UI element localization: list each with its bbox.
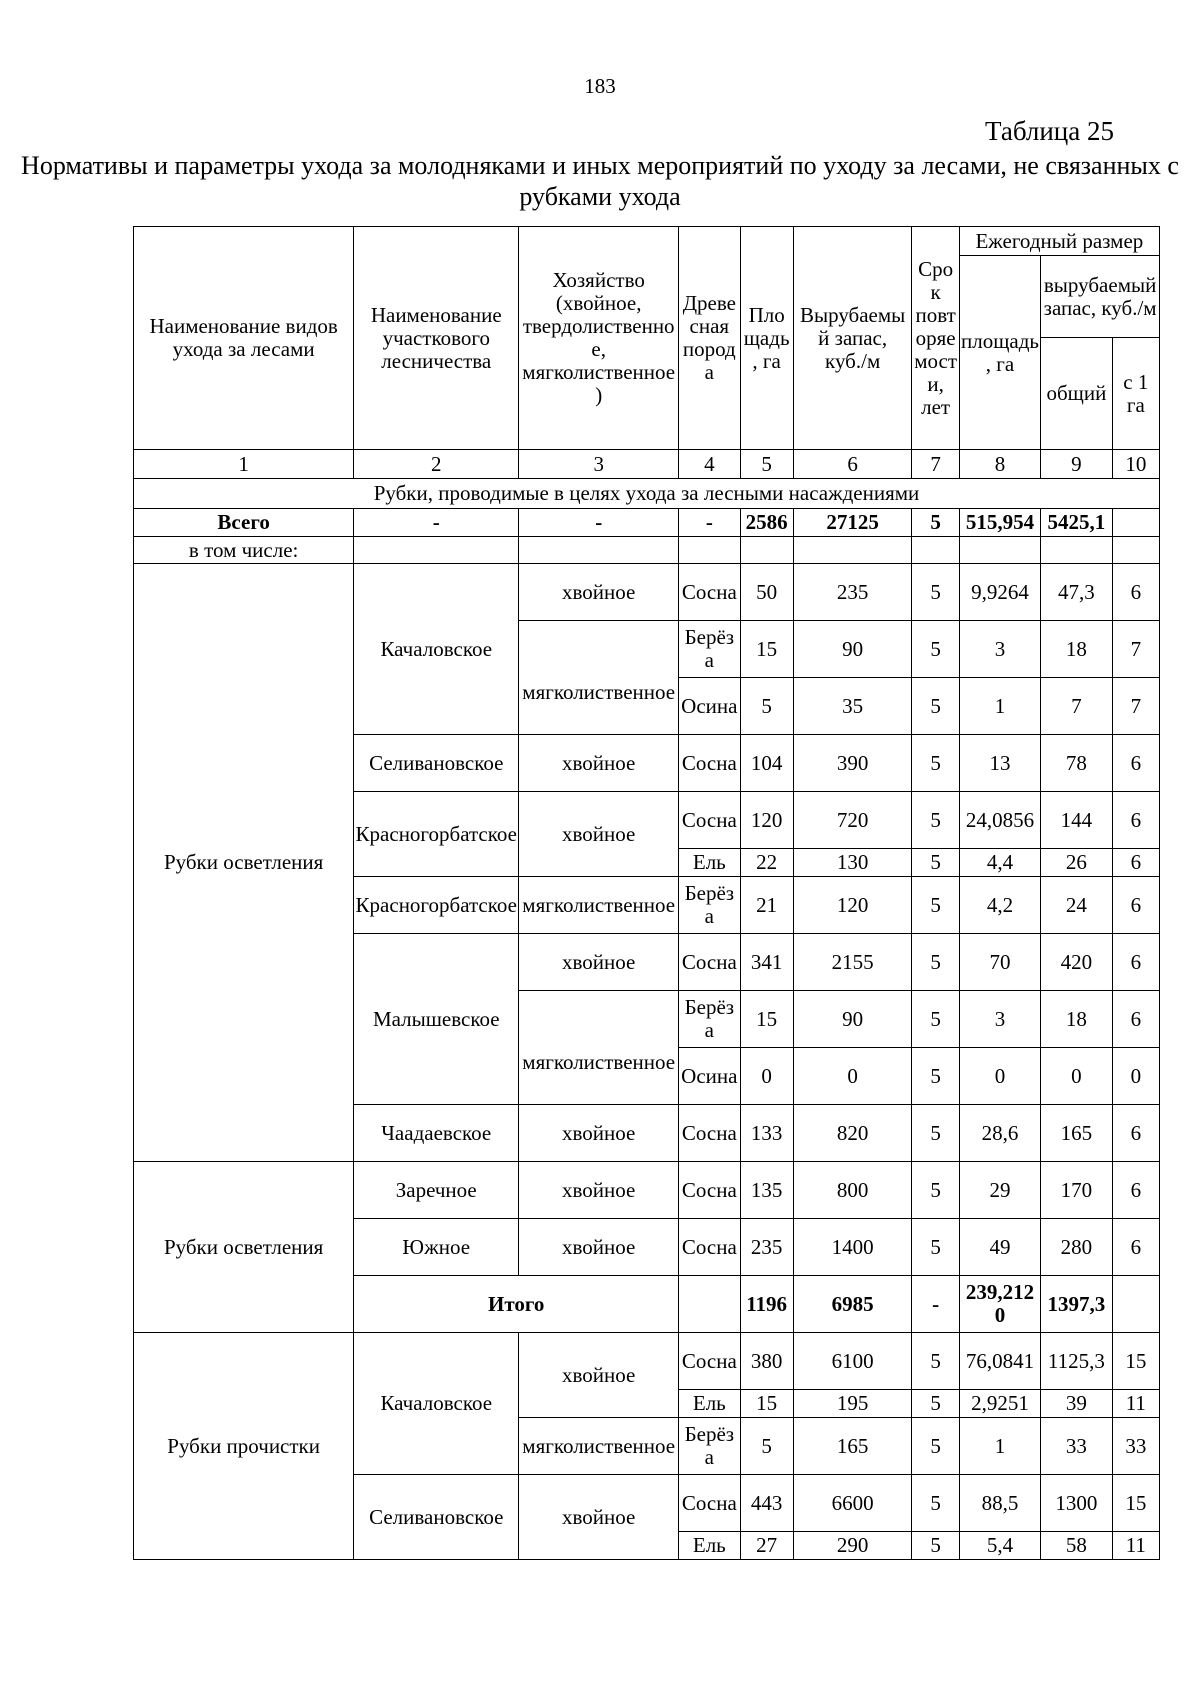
table-cell: 390 [793, 735, 912, 792]
table-cell: 5 [912, 1219, 959, 1276]
table-cell [354, 537, 519, 564]
table-cell: 5 [912, 1105, 959, 1162]
table-cell: 341 [740, 934, 793, 991]
species-cell: Сосна [679, 792, 740, 849]
table-row [134, 1333, 1160, 1390]
species-cell: Берёза [679, 877, 740, 934]
header-group-cell: вырубаемый запас, куб./м [1041, 256, 1160, 338]
table-row [134, 564, 1160, 621]
table-title: Нормативы и параметры ухода за молодняками и иных мероприятий по уходу за лесами, не связанных с рубками ухода [21, 151, 1179, 211]
care-type-cell: Рубки прочистки [134, 1333, 354, 1560]
table-cell: 35 [793, 678, 912, 735]
col-number: 7 [912, 450, 959, 479]
species-cell: Сосна [679, 564, 740, 621]
table-cell: 5 [912, 1390, 959, 1418]
table-cell: 800 [793, 1162, 912, 1219]
table-cell: 239,2120 [959, 1276, 1040, 1333]
table-cell: 515,954 [959, 509, 1040, 537]
table-cell [912, 537, 959, 564]
table-cell: 28,6 [959, 1105, 1040, 1162]
table-cell: 27 [740, 1532, 793, 1560]
species-cell: Сосна [679, 1105, 740, 1162]
col-number: 4 [679, 450, 740, 479]
farm-cell: хвойное [519, 1105, 679, 1162]
table-cell [1041, 537, 1112, 564]
table-cell [959, 537, 1040, 564]
farm-cell: хвойное [519, 735, 679, 792]
table-cell: 6 [1112, 877, 1159, 934]
table-cell [793, 537, 912, 564]
including-label: в том числе: [134, 537, 354, 564]
header-cell: Вырубаемый запас, куб./м [793, 227, 912, 450]
table-cell: 5 [912, 849, 959, 877]
norms-table [133, 226, 1160, 1560]
table-cell: 443 [740, 1475, 793, 1532]
forestry-cell: Селивановское [354, 735, 519, 792]
table-cell: 5 [912, 1475, 959, 1532]
table-cell: 135 [740, 1162, 793, 1219]
table-cell: 5,4 [959, 1532, 1040, 1560]
header-cell: Хозяйство (хвойное, твердолиственное, мягколиственное) [519, 227, 679, 450]
table-cell: 5 [912, 509, 959, 537]
table-cell: 820 [793, 1105, 912, 1162]
forestry-cell: Южное [354, 1219, 519, 1276]
table-cell: 420 [1041, 934, 1112, 991]
col-number: 1 [134, 450, 354, 479]
table-cell: 165 [793, 1418, 912, 1475]
subtotal-label: Итого [354, 1276, 679, 1333]
section-title: Рубки, проводимые в целях ухода за лесными насаждениями [134, 479, 1160, 509]
table-cell: 5 [912, 877, 959, 934]
table-cell [519, 537, 679, 564]
care-type-cell: Рубки осветления [134, 564, 354, 1162]
forestry-cell: Малышевское [354, 934, 519, 1105]
table-cell: 9,9264 [959, 564, 1040, 621]
species-cell: Ель [679, 849, 740, 877]
table-cell [679, 537, 740, 564]
header-cell: Древесная порода [679, 227, 740, 450]
table-cell: 88,5 [959, 1475, 1040, 1532]
farm-cell: хвойное [519, 564, 679, 621]
table-cell: 1 [959, 678, 1040, 735]
table-cell: 165 [1041, 1105, 1112, 1162]
table-cell: 15 [1112, 1475, 1159, 1532]
page-number: 183 [584, 74, 616, 98]
table-cell: 5 [740, 1418, 793, 1475]
column-number-row [134, 450, 1160, 479]
col-number: 9 [1041, 450, 1112, 479]
farm-cell: мягколиственное [519, 877, 679, 934]
table-cell: 7 [1112, 621, 1159, 678]
table-cell: 133 [740, 1105, 793, 1162]
table-cell: 33 [1041, 1418, 1112, 1475]
table-cell: 4,4 [959, 849, 1040, 877]
table-cell: 1196 [740, 1276, 793, 1333]
col-number: 2 [354, 450, 519, 479]
table-cell: 5 [740, 678, 793, 735]
table-cell: 0 [793, 1048, 912, 1105]
table-cell: 6 [1112, 991, 1159, 1048]
total-row [134, 509, 1160, 537]
table-cell: 5 [912, 564, 959, 621]
table-cell: 24 [1041, 877, 1112, 934]
forestry-cell: Качаловское [354, 1333, 519, 1475]
table-cell: 1397,3 [1041, 1276, 1112, 1333]
table-cell: 170 [1041, 1162, 1112, 1219]
table-cell: 235 [740, 1219, 793, 1276]
header-cell: Наименование видов ухода за лесами [134, 227, 354, 450]
header-cell: Площадь, га [740, 227, 793, 450]
table-cell: 120 [740, 792, 793, 849]
table-cell: 5 [912, 792, 959, 849]
header-cell: площадь, га [959, 256, 1040, 450]
table-cell: 7 [1112, 678, 1159, 735]
table-cell: 1300 [1041, 1475, 1112, 1532]
table-cell: 6 [1112, 735, 1159, 792]
species-cell: Ель [679, 1390, 740, 1418]
forestry-cell: Качаловское [354, 564, 519, 735]
total-label: Всего [134, 509, 354, 537]
col-number: 10 [1112, 450, 1159, 479]
table-cell: 2,9251 [959, 1390, 1040, 1418]
forestry-cell: Заречное [354, 1162, 519, 1219]
table-cell: 18 [1041, 991, 1112, 1048]
table-cell: 58 [1041, 1532, 1112, 1560]
table-cell: 15 [740, 991, 793, 1048]
section-row [134, 479, 1160, 509]
table-cell: 5 [912, 735, 959, 792]
table-cell: 13 [959, 735, 1040, 792]
table-cell: 104 [740, 735, 793, 792]
table-cell: 6100 [793, 1333, 912, 1390]
table-row [134, 1162, 1160, 1219]
header-cell: с 1 га [1112, 338, 1159, 450]
table-cell: 380 [740, 1333, 793, 1390]
col-number: 6 [793, 450, 912, 479]
table-cell: - [679, 509, 740, 537]
table-cell: 6600 [793, 1475, 912, 1532]
table-cell [1112, 537, 1159, 564]
table-cell: 15 [1112, 1333, 1159, 1390]
farm-cell: хвойное [519, 1162, 679, 1219]
farm-cell: хвойное [519, 792, 679, 877]
species-cell: Берёза [679, 1418, 740, 1475]
forestry-cell: Селивановское [354, 1475, 519, 1560]
table-cell: 27125 [793, 509, 912, 537]
forestry-cell: Чаадаевское [354, 1105, 519, 1162]
species-cell: Сосна [679, 1475, 740, 1532]
table-cell: 0 [1112, 1048, 1159, 1105]
table-cell: 39 [1041, 1390, 1112, 1418]
table-cell [679, 1276, 740, 1333]
table-cell: 1125,3 [1041, 1333, 1112, 1390]
table-cell: 0 [740, 1048, 793, 1105]
farm-cell: хвойное [519, 1475, 679, 1560]
col-number: 5 [740, 450, 793, 479]
table-cell: - [912, 1276, 959, 1333]
table-cell: 49 [959, 1219, 1040, 1276]
table-cell: 76,0841 [959, 1333, 1040, 1390]
table-cell: 130 [793, 849, 912, 877]
table-cell: 50 [740, 564, 793, 621]
table-cell: 0 [959, 1048, 1040, 1105]
table-cell: 235 [793, 564, 912, 621]
table-cell: 120 [793, 877, 912, 934]
table-cell: 6 [1112, 792, 1159, 849]
table-cell: - [354, 509, 519, 537]
table-cell: 15 [740, 621, 793, 678]
table-cell: 4,2 [959, 877, 1040, 934]
table-cell: 195 [793, 1390, 912, 1418]
table-cell: 3 [959, 621, 1040, 678]
table-cell: 5 [912, 991, 959, 1048]
table-cell: 6 [1112, 1105, 1159, 1162]
table-cell: 5 [912, 1532, 959, 1560]
species-cell: Сосна [679, 1219, 740, 1276]
table-cell: 33 [1112, 1418, 1159, 1475]
table-cell: 720 [793, 792, 912, 849]
table-cell: 0 [1041, 1048, 1112, 1105]
table-cell: 2586 [740, 509, 793, 537]
table-cell: 5 [912, 1162, 959, 1219]
table-cell: 6 [1112, 1219, 1159, 1276]
farm-cell: хвойное [519, 1333, 679, 1418]
table-cell: 5425,1 [1041, 509, 1112, 537]
table-cell: - [519, 509, 679, 537]
forestry-cell: Красногорбатское [354, 877, 519, 934]
table-cell: 5 [912, 621, 959, 678]
col-number: 3 [519, 450, 679, 479]
table-cell: 90 [793, 621, 912, 678]
table-cell: 18 [1041, 621, 1112, 678]
table-cell: 5 [912, 934, 959, 991]
species-cell: Берёза [679, 991, 740, 1048]
species-cell: Сосна [679, 1162, 740, 1219]
table-cell: 3 [959, 991, 1040, 1048]
table-cell: 5 [912, 678, 959, 735]
header-group-cell: Ежегодный размер [959, 227, 1159, 256]
care-type-cell: Рубки осветления [134, 1162, 354, 1333]
table-cell: 22 [740, 849, 793, 877]
table-cell: 70 [959, 934, 1040, 991]
farm-cell: мягколиственное [519, 991, 679, 1105]
table-cell: 5 [912, 1418, 959, 1475]
species-cell: Сосна [679, 934, 740, 991]
header-cell: общий [1041, 338, 1112, 450]
table-cell: 6 [1112, 934, 1159, 991]
table-cell: 144 [1041, 792, 1112, 849]
forestry-cell: Красногорбатское [354, 792, 519, 877]
species-cell: Сосна [679, 1333, 740, 1390]
farm-cell: мягколиственное [519, 621, 679, 735]
table-cell: 24,0856 [959, 792, 1040, 849]
table-cell: 29 [959, 1162, 1040, 1219]
header-row [134, 227, 1160, 256]
table-cell: 90 [793, 991, 912, 1048]
header-cell: Наименование участкового лесничества [354, 227, 519, 450]
table-cell: 6985 [793, 1276, 912, 1333]
header-cell: Срок повторяемости, лет [912, 227, 959, 450]
table-cell: 21 [740, 877, 793, 934]
table-cell: 290 [793, 1532, 912, 1560]
table-cell [1112, 509, 1159, 537]
farm-cell: мягколиственное [519, 1418, 679, 1475]
species-cell: Берёза [679, 621, 740, 678]
species-cell: Сосна [679, 735, 740, 792]
table-cell: 6 [1112, 1162, 1159, 1219]
col-number: 8 [959, 450, 1040, 479]
table-cell: 78 [1041, 735, 1112, 792]
table-cell: 6 [1112, 564, 1159, 621]
table-cell: 1400 [793, 1219, 912, 1276]
table-cell: 5 [912, 1333, 959, 1390]
table-cell [740, 537, 793, 564]
table-label: Таблица 25 [985, 116, 1114, 146]
table-cell: 47,3 [1041, 564, 1112, 621]
table-row [134, 537, 1160, 564]
species-cell: Ель [679, 1532, 740, 1560]
farm-cell: хвойное [519, 934, 679, 991]
table-cell: 6 [1112, 849, 1159, 877]
table-cell: 1 [959, 1418, 1040, 1475]
table-cell [1112, 1276, 1159, 1333]
species-cell: Осина [679, 1048, 740, 1105]
table-cell: 11 [1112, 1532, 1159, 1560]
farm-cell: хвойное [519, 1219, 679, 1276]
table-cell: 15 [740, 1390, 793, 1418]
table-cell: 2155 [793, 934, 912, 991]
species-cell: Осина [679, 678, 740, 735]
table-cell: 11 [1112, 1390, 1159, 1418]
table-cell: 26 [1041, 849, 1112, 877]
table-cell: 5 [912, 1048, 959, 1105]
table-cell: 280 [1041, 1219, 1112, 1276]
table-cell: 7 [1041, 678, 1112, 735]
